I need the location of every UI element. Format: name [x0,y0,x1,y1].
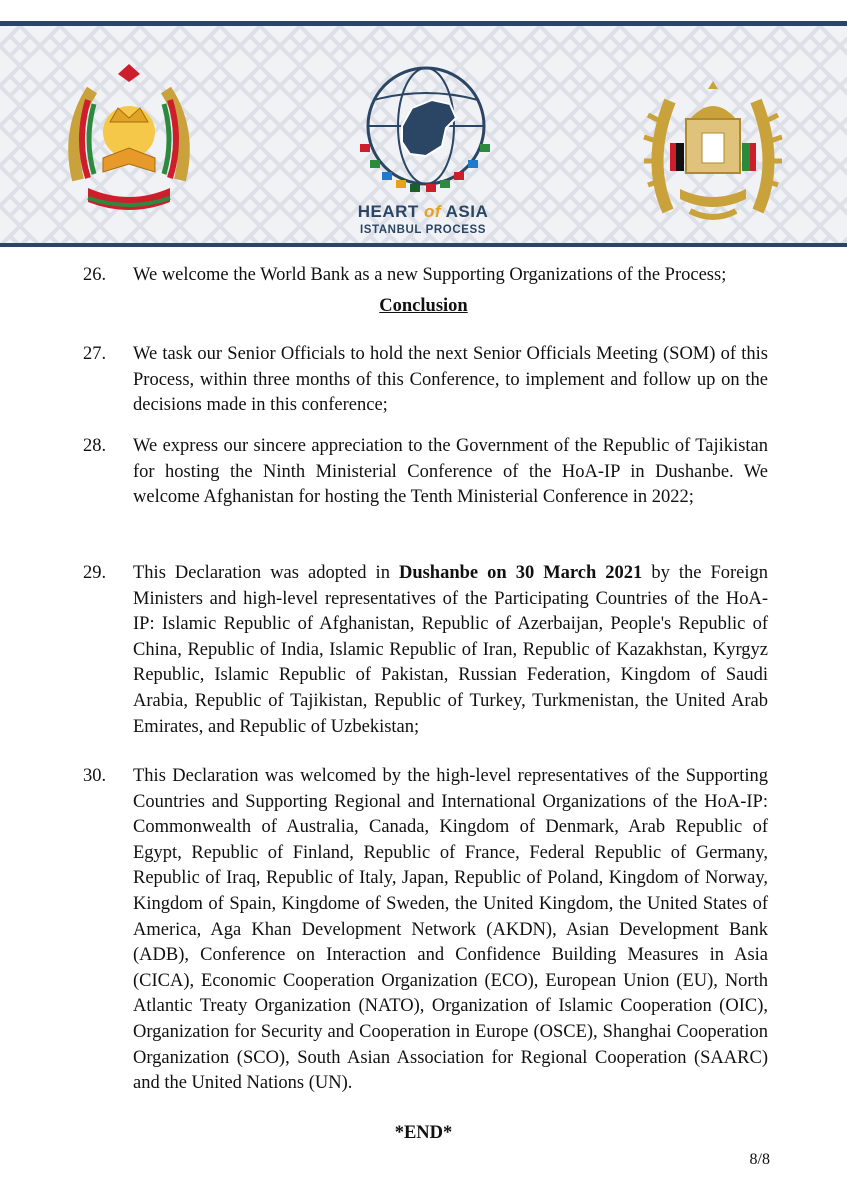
paragraph-text: This Declaration was welcomed by the high-level representatives of the Supporting Countries and Supporting Regional and International Organizations of the HoA-IP: Commonwealth of Australia, Canada, Kingdom of Denmark, Arab Republic of Egypt, Republic of Finland, Republic of France, Federal Republic of Germany, Republic of Iraq, Republic of Italy, Japan, Republic of Poland, Kingdom of Norway, Kingdom of Spain, Kingdome of Sweden, the United Kingdom, the United States of America, Aga Khan Development Network (AKDN), Asian Development Bank (ADB), Conference on Interaction and Confidence Building Measures in Asia (CICA), Economic Cooperation Organization (ECO), European Union (EU), North Atlantic Treaty Organization (NATO), Organization of Islamic Cooperation (OIC), Organization for Security and Cooperation in Europe (OSCE), Shanghai Cooperation Organization (SCO), South Asian Association for Regional Cooperation (SAARC) and the United Nations (UN). [133,766,768,1094]
page-number: 8/8 [749,1151,770,1168]
paragraph-text: We welcome the World Bank as a new Supporting Organizations of the Process; [133,265,727,285]
conclusion-heading: Conclusion [379,296,468,316]
paragraph-text: We express our sincere appreciation to the Government of the Republic of Tajikistan for hosting the Ninth Ministerial Conference of the HoA-IP in Dushanbe. We welcome Afghanistan for hosting the Tenth Ministerial Conference in 2022; [133,436,768,508]
header-banner [0,21,847,247]
afghanistan-emblem [640,71,786,231]
paragraph-text: We task our Senior Officials to hold the next Senior Officials Meeting (SOM) of this Process, within three months of this Conference, to implement and follow up on the decisions made in this conference; [133,344,768,416]
paragraph-text: This Declaration was adopted in Dushanbe on 30 March 2021 by the Foreign Ministers and high-level representatives of the Participating Countries of the HoA-IP: Islamic Republic of Afghanistan, Republic of Azerbaijan, People's Republic of China, Republic of India, Islamic Republic of Iran, Republic of Kazakhstan, Kyrgyz Republic, Islamic Republic of Pakistan, Russian Federation, Kingdom of Saudi Arabia, Republic of Tajikistan, Republic of Turkey, Turkmenistan, the United Arab Emirates, and Republic of Uzbekistan; [133,563,768,737]
paragraph-number: 27. [83,344,107,364]
logo-title: HEART of ASIA [357,202,489,221]
paragraph-number: 30. [83,766,107,786]
tajikistan-emblem [58,60,200,224]
paragraph-number: 28. [83,436,107,456]
adoption-place-date: Dushanbe on 30 March 2021 [398,563,643,583]
logo-subtitle: ISTANBUL PROCESS [359,224,487,236]
paragraph-number: 29. [83,563,107,583]
paragraph-number: 26. [83,265,107,285]
end-marker: *END* [394,1123,453,1143]
